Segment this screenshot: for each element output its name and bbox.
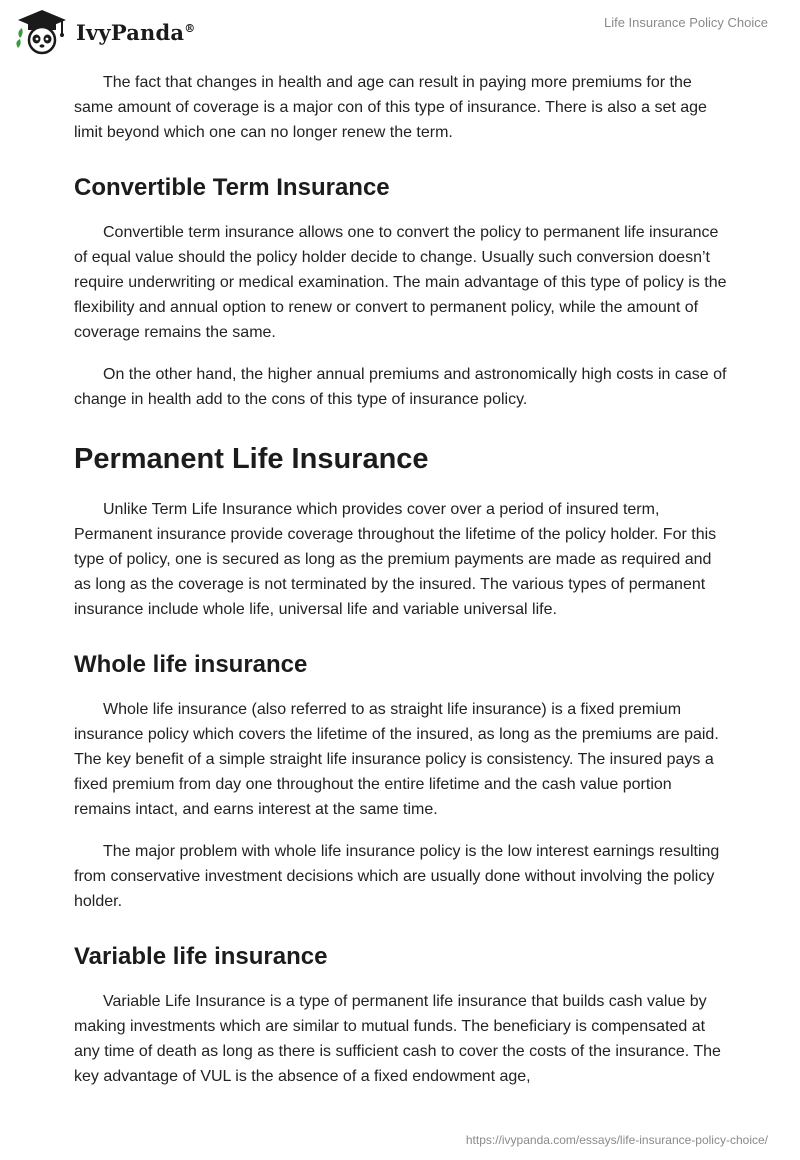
ivypanda-logo[interactable]: [14, 8, 195, 56]
source-url[interactable]: https://ivypanda.com/essays/life-insurance-policy-choice/: [465, 1133, 768, 1147]
panda-graduate-icon: [14, 8, 70, 56]
whole-life-paragraph-1: Whole life insurance (also referred to as straight life insurance) is a fixed premium insurance policy which covers the lifetime of the insured, as long as the premiums are paid. The key benefit of a simple straight life insurance policy is consistency. The insured pays a fixed premium from day one throughout the entire lifetime and the cash value portion remains intact, and earns interest at the same time.: [74, 701, 719, 818]
intro-paragraph: The fact that changes in health and age can result in paying more premiums for the same amount of coverage is a major con of this type of insurance. There is also a set age limit beyond which one can no longer renew the term.: [74, 74, 707, 141]
heading-whole-life: Whole life insurance: [74, 651, 308, 678]
page-header: [0, 0, 800, 64]
heading-convertible-term: Convertible Term Insurance: [74, 174, 390, 201]
convertible-paragraph-1: Convertible term insurance allows one to convert the policy to permanent life insurance of equal value should the policy holder decide to change. Usually such conversion doesn’t require underwriting or medical examination. The main advantage of this type of policy is the flexibility and annual option to renew or convert to permanent policy, while the amount of coverage remains the same.: [74, 224, 727, 341]
brand-name: IvyPanda®: [76, 19, 196, 45]
permanent-paragraph-1: Unlike Term Life Insurance which provides cover over a period of insured term, Permanent insurance provide coverage throughout the lifetime of the policy holder. For this type of policy, one is secured as long as the premium payments are made as required and as long as the coverage is not terminated by the insured. The various types of permanent insurance include whole life, universal life and variable universal life.: [74, 501, 717, 618]
whole-life-paragraph-2: The major problem with whole life insurance policy is the low interest earnings resulting from conservative investment decisions which are usually done without involving the policy holder.: [74, 843, 720, 910]
heading-permanent-life: Permanent Life Insurance: [74, 443, 429, 475]
essay-content: [74, 70, 730, 1106]
convertible-paragraph-2: On the other hand, the higher annual premiums and astronomically high costs in case of change in health add to the cons of this type of insurance policy.: [74, 366, 727, 408]
heading-variable-life: Variable life insurance: [74, 943, 328, 970]
document-title: Life Insurance Policy Choice: [603, 15, 768, 30]
variable-life-paragraph-1: Variable Life Insurance is a type of permanent life insurance that builds cash value by making investments which are similar to mutual funds. The beneficiary is compensated at any time of death as long as there is sufficient cash to cover the costs of the insurance. The key advantage of VUL is the absence of a fixed endowment age,: [74, 993, 721, 1085]
